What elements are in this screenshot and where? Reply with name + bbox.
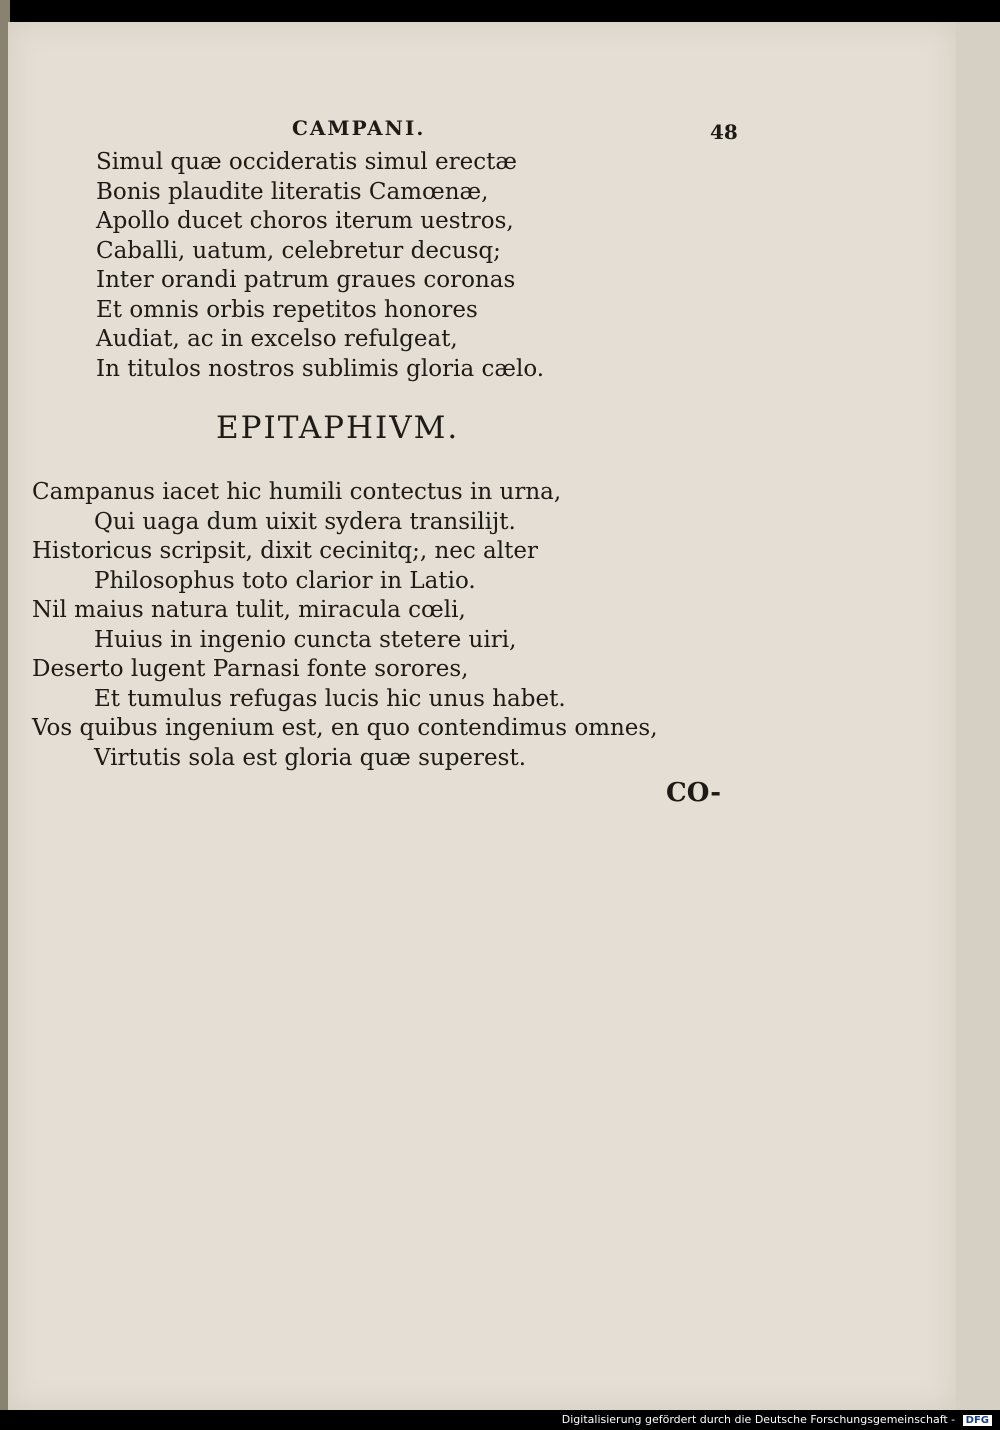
- poem-stanza: [96, 148, 544, 384]
- epitaph-heading: EPITAPHIVM.: [216, 410, 460, 446]
- epitaph-line: Et tumulus refugas lucis hic unus habet.: [94, 685, 566, 712]
- dfg-logo-icon: DFG: [963, 1415, 992, 1426]
- verse-line: Apollo ducet choros iterum uestros,: [96, 208, 514, 234]
- verse-line: Simul quæ occideratis simul erectæ: [96, 149, 517, 175]
- catchword: CO-: [666, 778, 722, 808]
- verse-line: In titulos nostros sublimis gloria cælo.: [96, 355, 545, 382]
- digitization-credit: [562, 1413, 992, 1426]
- verse-line: Et omnis orbis repetitos honores: [96, 296, 478, 323]
- epitaph-line: Vos quibus ingenium est, en quo contendimus omnes,: [32, 715, 658, 741]
- verse-line: Inter orandi patrum graues coronas: [96, 267, 516, 293]
- credit-text: Digitalisierung gefördert durch die Deutsche Forschungsgemeinschaft -: [561, 1413, 956, 1426]
- folio-number: 48: [710, 120, 738, 144]
- epitaph-line: Qui uaga dum uixit sydera transilijt.: [94, 508, 516, 535]
- epitaph-line: Virtutis sola est gloria quæ superest.: [94, 744, 527, 771]
- epitaph-line: Deserto lugent Parnasi fonte sorores,: [32, 656, 469, 682]
- epitaph-line: Huius in ingenio cuncta stetere uiri,: [94, 626, 517, 653]
- verse-line: Audiat, ac in excelso refulgeat,: [96, 326, 458, 352]
- epitaph-line: Nil maius natura tulit, miracula cœli,: [32, 597, 466, 623]
- epitaph-line: Campanus iacet hic humili contectus in urna,: [32, 479, 562, 505]
- epitaph-poem: [32, 478, 658, 773]
- verse-line: Bonis plaudite literatis Camœnæ,: [96, 178, 489, 205]
- verse-line: Caballi, uatum, celebretur decusq;: [96, 237, 501, 264]
- page-edge: [956, 22, 1000, 1410]
- epitaph-line: Philosophus toto clarior in Latio.: [94, 567, 476, 594]
- running-head: CAMPANI.: [292, 116, 426, 140]
- epitaph-line: Historicus scripsit, dixit cecinitq;, nec alter: [32, 538, 538, 564]
